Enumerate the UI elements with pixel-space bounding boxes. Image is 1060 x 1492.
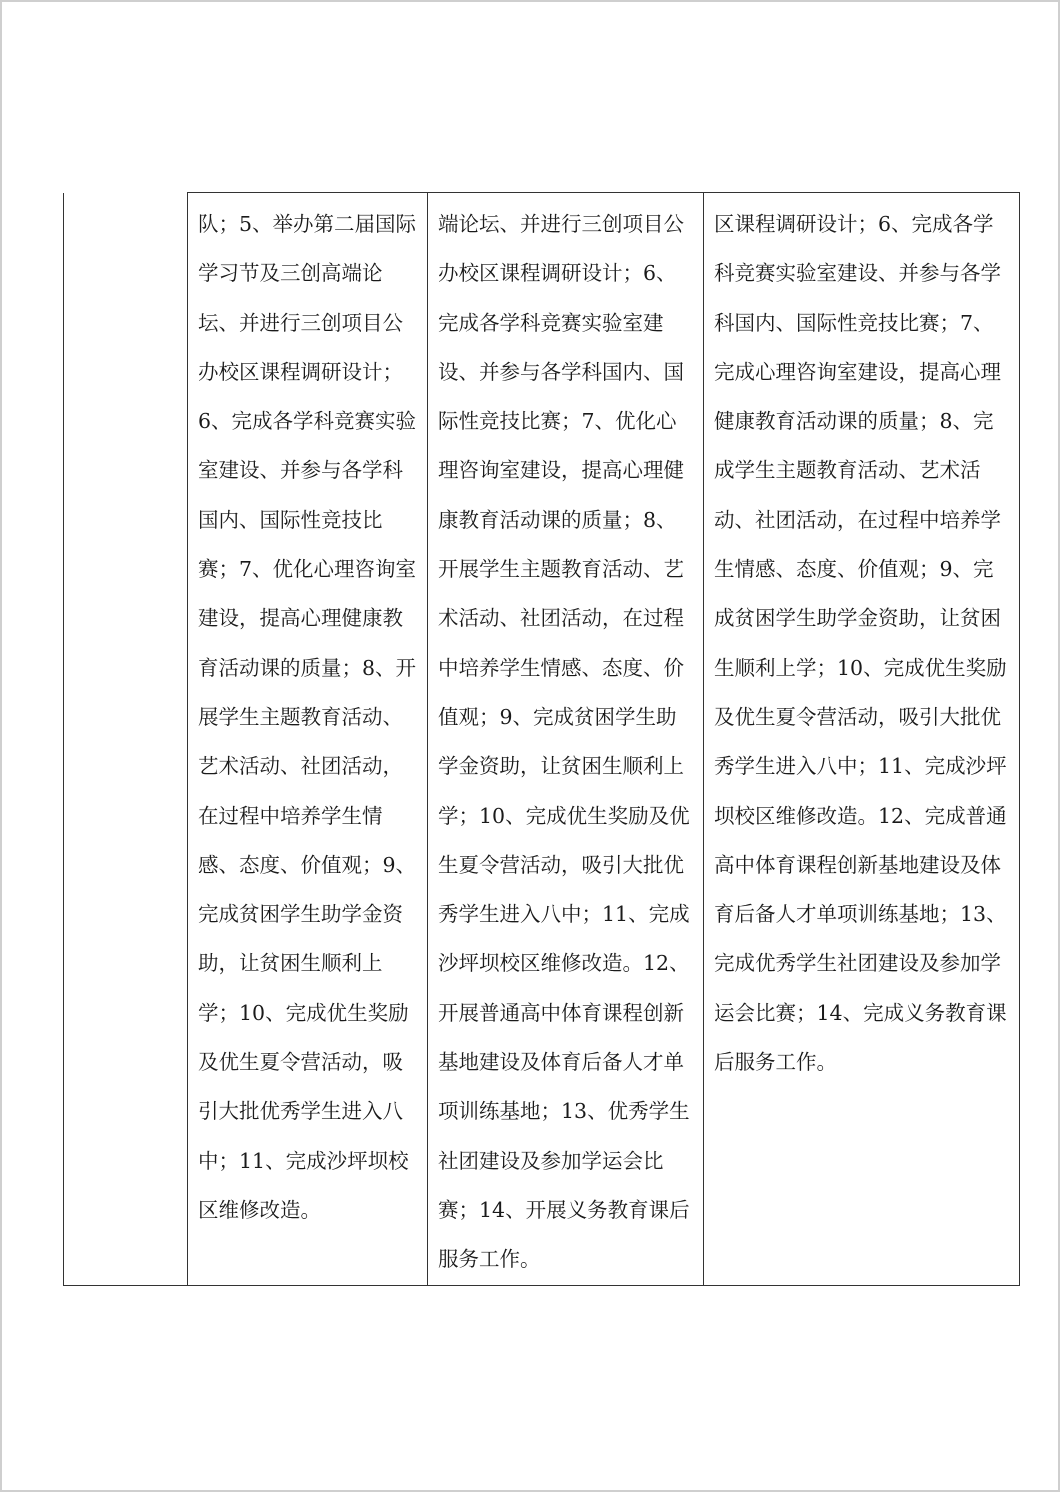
table-cell-content-c xyxy=(704,193,1020,1286)
cell-content-b-text: 端论坛、并进行三创项目公办校区课程调研设计；6、完成各学科竞赛实验室建设、并参与各学科国内、国际性竞技比赛；7、优化心理咨询室建设，提高心理健康教育活动课的质量；8、开展学生主题教育活动、艺术活动、社团活动，在过程中培养学生情感、态度、价值观；9、完成贫困学生助学金资助，让贫困生顺利上学；10、完成优生奖励及优生夏令营活动，吸引大批优秀学生进入八中；11、完成沙坪坝校区维修改造。12、开展普通高中体育课程创新基地建设及体育后备人才单项训练基地；13、优秀学生社团建设及参加学运会比赛；14、开展义务教育课后服务工作。 xyxy=(438,212,690,1272)
table-row xyxy=(64,193,1020,1286)
cell-content-c-text: 区课程调研设计；6、完成各学科竞赛实验室建设、并参与各学科国内、国际性竞技比赛；7、完成心理咨询室建设，提高心理健康教育活动课的质量；8、完成学生主题教育活动、艺术活动、社团活动，在过程中培养学生情感、态度、价值观；9、完成贫困学生助学金资助，让贫困生顺利上学；10、完成优生奖励及优生夏令营活动，吸引大批优秀学生进入八中；11、完成沙坪坝校区维修改造。12、完成普通高中体育课程创新基地建设及体育后备人才单项训练基地；13、完成优秀学生社团建设及参加学运会比赛；14、完成义务教育课后服务工作。 xyxy=(714,212,1007,1075)
plan-table xyxy=(63,192,1020,1286)
cell-label-text xyxy=(64,193,187,200)
table-cell-content-b xyxy=(428,193,704,1286)
cell-content-a-text: 队；5、举办第二届国际学习节及三创高端论坛、并进行三创项目公办校区课程调研设计；6、完成各学科竞赛实验室建设、并参与各学科国内、国际性竞技比赛；7、优化心理咨询室建设，提高心理健康教育活动课的质量；8、开展学生主题教育活动、艺术活动、社团活动，在过程中培养学生情感、态度、价值观；9、完成贫困学生助学金资助，让贫困生顺利上学；10、完成优生奖励及优生夏令营活动，吸引大批优秀学生进入八中；11、完成沙坪坝校区维修改造。 xyxy=(198,212,417,1222)
table-cell-label xyxy=(64,193,188,1286)
table-cell-content-a xyxy=(188,193,428,1286)
